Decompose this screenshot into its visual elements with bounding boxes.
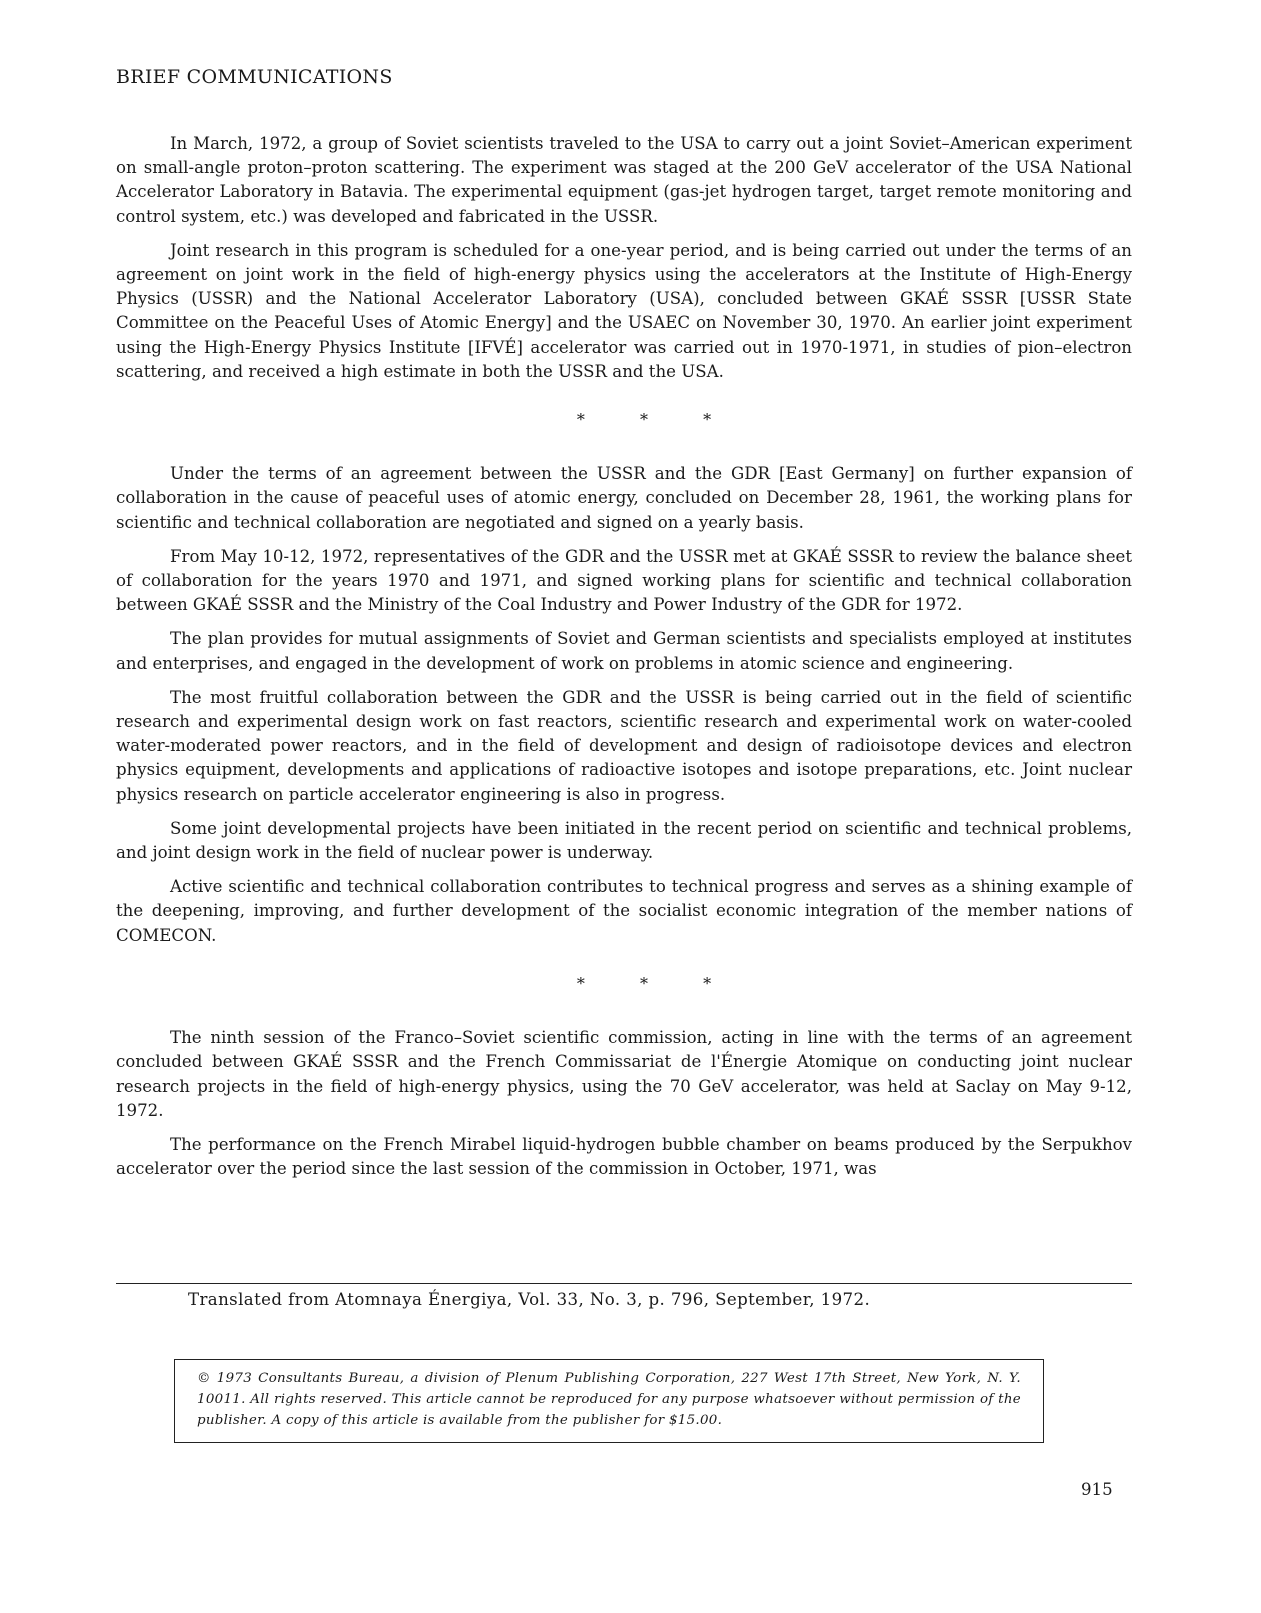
paragraph-1: In March, 1972, a group of Soviet scientists traveled to the USA to carry out a joint Soviet–American experiment on small-angle proton–proton scattering. The experiment was staged at the 200 GeV accelerator of the USA National Accelerator Laboratory in Batavia. The experimental equipment (gas-jet hydrogen target, target remote monitoring and control system, etc.) was developed and fabricated in the USSR.	[116, 134, 1132, 226]
paragraph-4: From May 10-12, 1972, representatives of the GDR and the USSR met at GKAÉ SSSR to review the balance sheet of collaboration for the years 1970 and 1971, and signed working plans for scientific and technical collaboration between GKAÉ SSSR and the Ministry of the Coal Industry and Power Industry of the GDR for 1972.	[116, 546, 1132, 615]
translation-source: Translated from Atomnaya Énergiya, Vol. 33, No. 3, p. 796, September, 1972.	[188, 1290, 871, 1309]
copyright-notice: © 1973 Consultants Bureau, a division of Plenum Publishing Corporation, 227 West 17th Street, New York, N. Y. 10011. All rights reserved. This article cannot be reproduced for any purpose whatsoever without permission of the publisher. A copy of this article is available from the publisher for $15.00.	[174, 1359, 1044, 1443]
paragraph-9: The ninth session of the Franco–Soviet scientific commission, acting in line with the terms of an agreement concluded between GKAÉ SSSR and the French Commissariat de l'Énergie Atomique on conducting joint nuclear research projects in the field of high-energy physics, using the 70 GeV accelerator, was held at Saclay on May 9-12, 1972.	[116, 1028, 1132, 1120]
paragraph-10: The performance on the French Mirabel liquid-hydrogen bubble chamber on beams produced by the Serpukhov accelerator over the period since the last session of the commission in October, 1971, was	[116, 1134, 1132, 1179]
paragraph-5: The plan provides for mutual assignments of Soviet and German scientists and specialists employed at institutes and enterprises, and engaged in the development of work on problems in atomic science and engineering.	[116, 629, 1132, 673]
paragraph-7: Some joint developmental projects have been initiated in the recent period on scientific and technical problems, and joint design work in the field of nuclear power is underway.	[116, 818, 1132, 863]
footnote-rule	[116, 1283, 1132, 1284]
paragraph-3: Under the terms of an agreement between the USSR and the GDR [East Germany] on further expansion of collaboration in the cause of peaceful uses of atomic energy, concluded on December 28, 1961, the working plans for scientific and technical collaboration are negotiated and signed on a yearly basis.	[116, 464, 1132, 532]
paragraph-2: Joint research in this program is scheduled for a one-year period, and is being carried out under the terms of an agreement on joint work in the field of high-energy physics using the accelerators at the Institute of High-Energy Physics (USSR) and the National Accelerator Laboratory (USA), concluded between GKAÉ SSSR [USSR State Committee on the Peaceful Uses of Atomic Energy] and the USAEC on November 30, 1970. An earlier joint experiment using the High-Energy Physics Institute [IFVÉ] accelerator was carried out in 1970-1971, in studies of pion–electron scattering, and received a high estimate in both the USSR and the USA.	[116, 240, 1132, 381]
page-number: 915	[1081, 1480, 1113, 1499]
paragraph-6: The most fruitful collaboration between the GDR and the USSR is being carried out in the field of scientific research and experimental design work on fast reactors, scientific research and experimental work on water-cooled water-moderated power reactors, and in the field of development and design of radioisotope devices and electron physics equipment, developments and applications of radioactive isotopes and isotope preparations, etc. Joint nuclear physics research on particle accelerator engineering is also in progress.	[116, 687, 1132, 804]
article-body	[116, 132, 1132, 1191]
paragraph-8: Active scientific and technical collaboration contributes to technical progress and serves as a shining example of the deepening, improving, and further development of the socialist economic integration of the member nations of COMECON.	[116, 877, 1132, 945]
section-separator-2: * * *	[576, 973, 712, 993]
section-title: BRIEF COMMUNICATIONS	[116, 66, 393, 88]
section-separator-1: * * *	[576, 410, 712, 430]
